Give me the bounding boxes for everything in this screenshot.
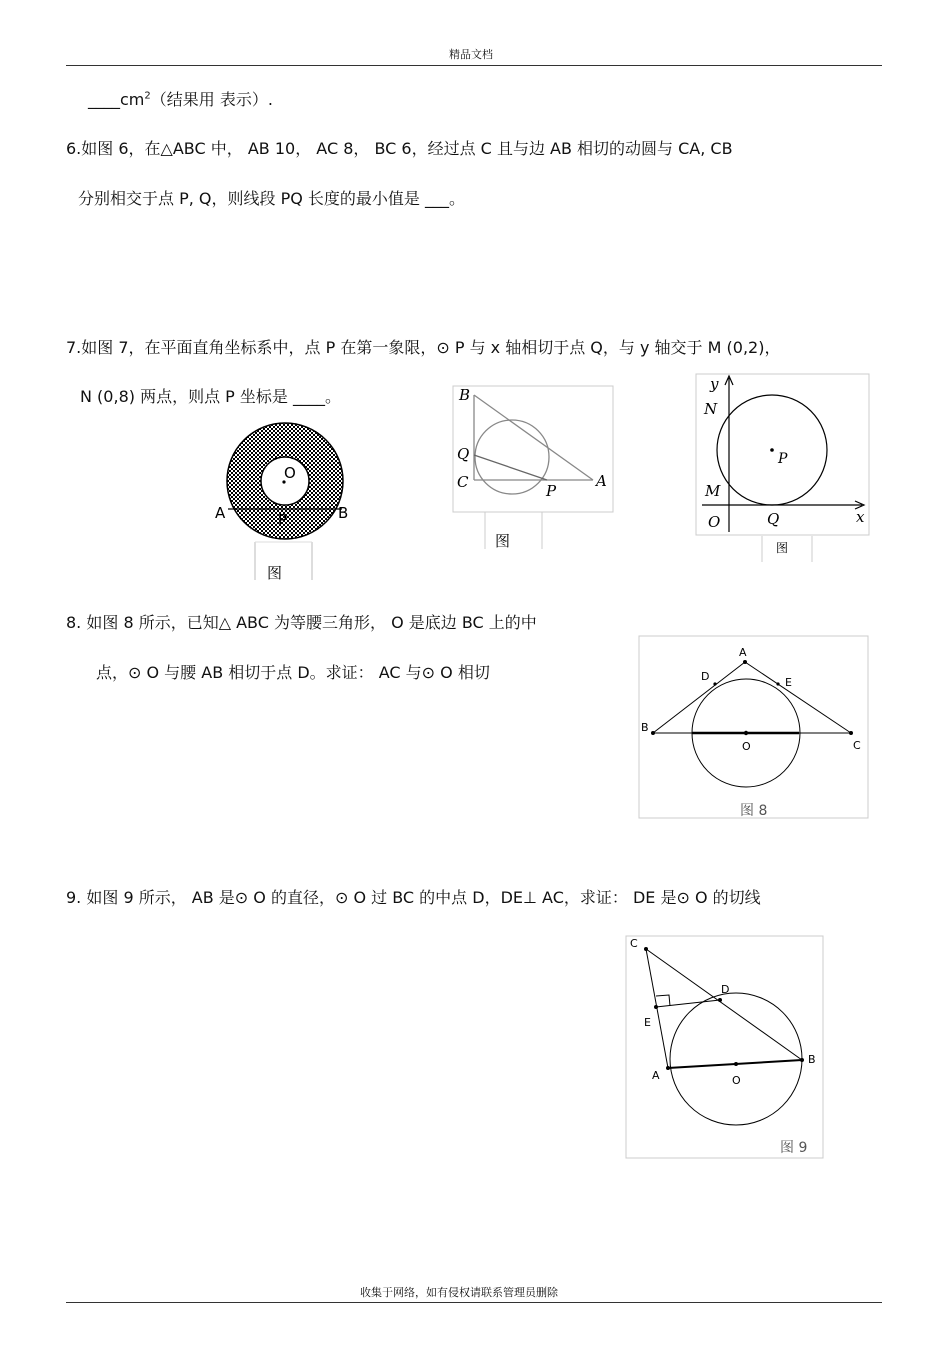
point-c	[644, 947, 648, 951]
label-e: E	[644, 1016, 651, 1029]
figure-8-caption: 图 8	[740, 803, 768, 819]
point-e	[654, 1005, 658, 1009]
header-rule	[66, 65, 882, 66]
q7-line1: 7.如图 7，在平面直角坐标系中，点 P 在第一象限，⊙ P 与 x 轴相切于点 Q，与 y 轴交于 M (0,2)，	[66, 338, 781, 357]
point-o	[734, 1062, 738, 1066]
label-x: x	[856, 508, 865, 526]
label-a: A	[596, 472, 607, 490]
q6-line1: 6.如图 6，在△ABC 中， AB 10， AC 8， BC 6，经过点 C 且与边 AB 相切的动圆与 CA, CB	[66, 139, 733, 158]
q8-line1: 8. 如图 8 所示，已知△ ABC 为等腰三角形， O 是底边 BC 上的中	[66, 613, 537, 632]
label-c: C	[853, 739, 861, 752]
q7-line2: N (0,8) 两点，则点 P 坐标是 ____。	[80, 387, 341, 406]
label-q: Q	[767, 510, 780, 528]
figure-8-frame	[639, 636, 868, 818]
q5-rest: （结果用 表示）.	[150, 90, 273, 109]
label-n: N	[704, 400, 718, 418]
figure-9-frame	[626, 936, 823, 1158]
label-e: E	[785, 676, 792, 689]
point-a	[666, 1066, 670, 1070]
point-a	[743, 660, 747, 664]
label-y: y	[710, 375, 719, 393]
footer-rule	[66, 1302, 882, 1303]
side-ab	[653, 662, 745, 733]
label-p: P	[278, 511, 288, 529]
point-o	[744, 731, 748, 735]
center-p-point	[770, 448, 774, 452]
segment-pq	[474, 455, 547, 480]
label-o: O	[742, 740, 751, 753]
label-o: O	[284, 464, 296, 482]
page-header-title: 精品文档	[449, 48, 493, 61]
figure-5-annulus	[205, 418, 365, 588]
figure-7-coordinate-plane	[694, 372, 874, 564]
page-footer-text: 收集于网络，如有侵权请联系管理员删除	[360, 1286, 558, 1299]
figure-6-triangle-circle	[450, 383, 616, 553]
label-c: C	[457, 473, 469, 491]
q5-superscript: 2	[144, 90, 151, 102]
label-a: A	[215, 504, 226, 522]
figure-9-circle-diameter	[624, 934, 826, 1160]
label-d: D	[721, 983, 730, 996]
label-m: M	[705, 482, 721, 500]
figure-6-caption: 图	[495, 532, 511, 550]
label-o: O	[732, 1074, 741, 1087]
moving-circle	[475, 420, 549, 494]
right-angle-mark	[656, 995, 670, 1006]
label-b: B	[338, 504, 349, 522]
label-p: P	[778, 451, 788, 467]
label-c: C	[630, 937, 638, 950]
label-a: A	[739, 646, 747, 659]
segment-de	[656, 1000, 720, 1007]
point-d	[718, 998, 722, 1002]
label-a: A	[652, 1069, 660, 1082]
side-ac	[745, 662, 851, 733]
label-o: O	[708, 513, 721, 531]
point-d	[713, 682, 716, 685]
figure-5-caption: 图	[267, 564, 283, 582]
q5-blank: ____cm	[88, 90, 145, 109]
label-d: D	[701, 670, 710, 683]
point-b	[800, 1058, 804, 1062]
figure-7-caption: 图	[776, 541, 789, 555]
point-c	[849, 731, 853, 735]
q8-line2: 点，⊙ O 与腰 AB 相切于点 D。求证： AC 与⊙ O 相切	[96, 663, 490, 682]
point-b	[651, 731, 655, 735]
figure-9-caption: 图 9	[780, 1140, 808, 1156]
label-b: B	[459, 386, 471, 404]
figure-6-frame	[453, 386, 613, 512]
figure-8-isosceles-triangle	[637, 634, 871, 820]
label-p: P	[546, 482, 557, 500]
label-b: B	[641, 721, 649, 734]
point-e	[776, 682, 779, 685]
side-ab	[474, 395, 593, 480]
label-q: Q	[457, 445, 470, 463]
q9-line1: 9. 如图 9 所示， AB 是⊙ O 的直径，⊙ O 过 BC 的中点 D，DE⊥ AC，求证： DE 是⊙ O 的切线	[66, 888, 761, 907]
q6-line2: 分别相交于点 P, Q，则线段 PQ 长度的最小值是 ___。	[78, 189, 466, 208]
label-b: B	[808, 1053, 816, 1066]
q5-line	[88, 87, 273, 110]
